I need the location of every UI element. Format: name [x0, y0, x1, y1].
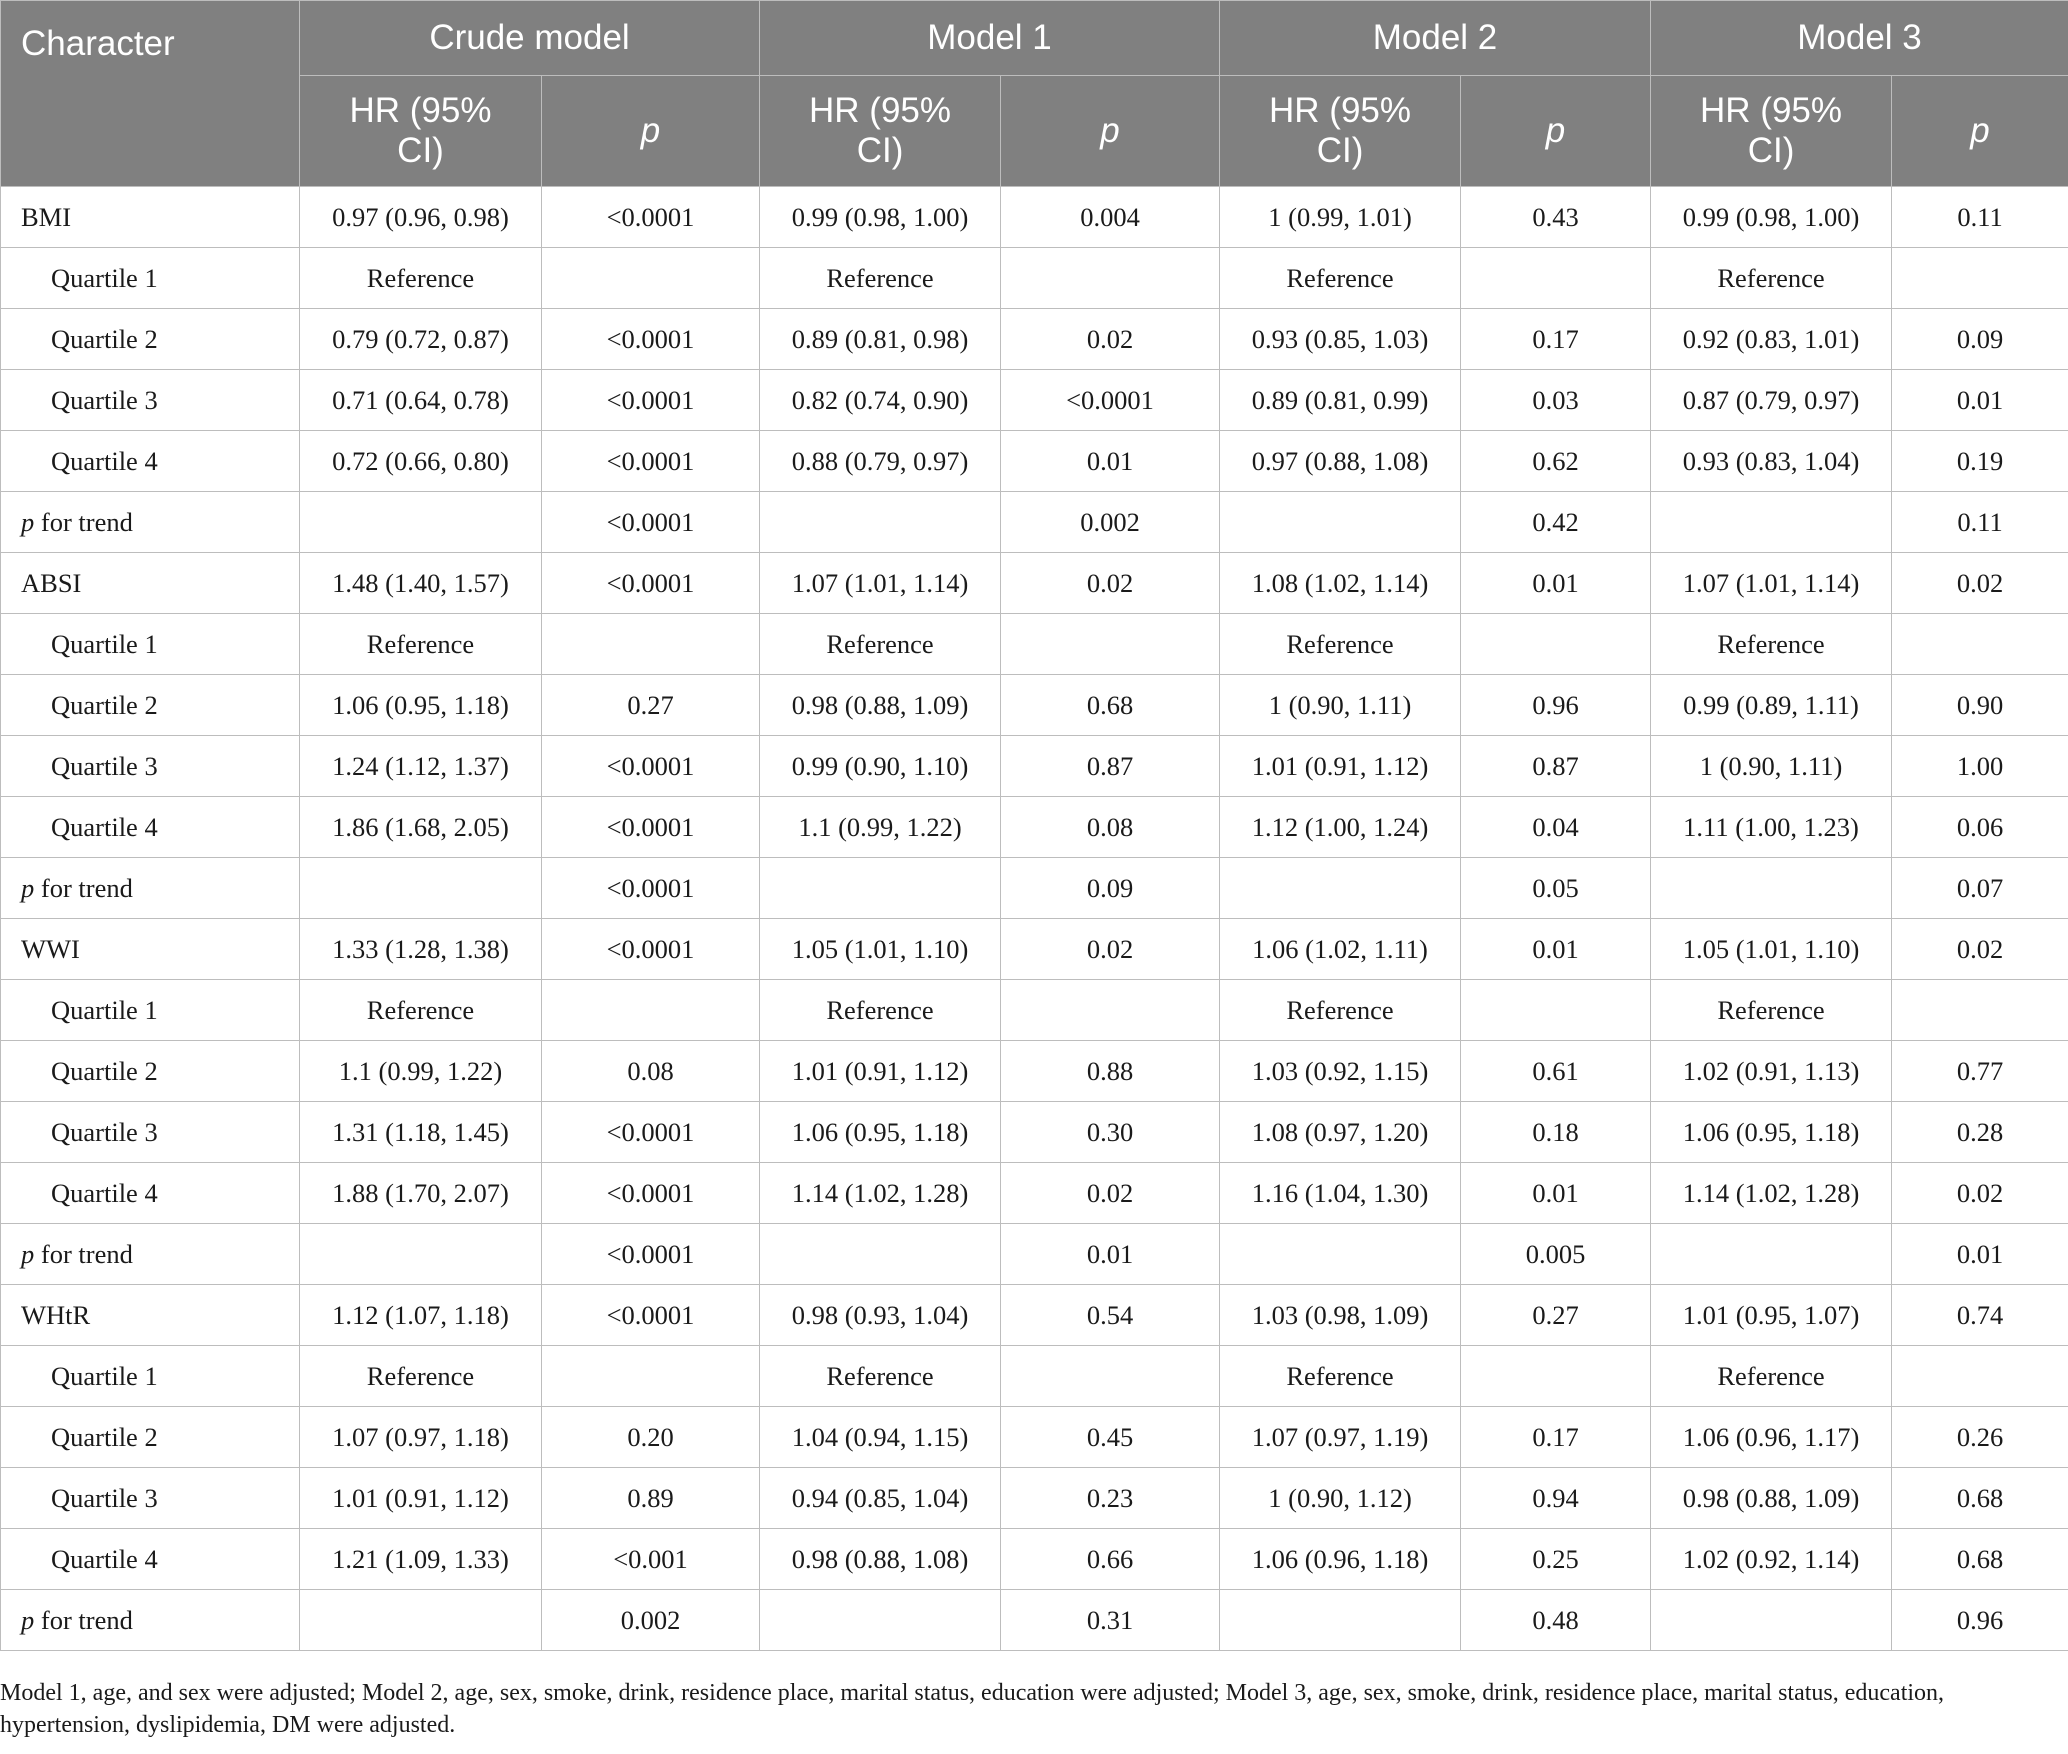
table-row	[1, 248, 2068, 309]
quartile-label: Quartile 1	[1, 980, 300, 1041]
hr-cell: 0.98 (0.88, 1.09)	[1651, 1468, 1892, 1529]
p-value-cell: 0.23	[1001, 1468, 1220, 1529]
p-value-cell	[1892, 614, 2068, 675]
p-value-cell: 0.01	[1001, 431, 1220, 492]
table-row	[1, 1102, 2068, 1163]
hr-cell: 1.02 (0.91, 1.13)	[1651, 1041, 1892, 1102]
p-value-cell: 0.002	[542, 1590, 760, 1651]
p-value-cell: <0.0001	[542, 1285, 760, 1346]
p-value-cell: 0.02	[1001, 919, 1220, 980]
p-value-cell: 0.42	[1461, 492, 1651, 553]
p-column-header: p	[542, 76, 760, 187]
p-value-cell: 0.87	[1461, 736, 1651, 797]
p-for-trend-label	[1, 1590, 300, 1651]
p-value-cell: <0.001	[542, 1529, 760, 1590]
hr-cell: 1.31 (1.18, 1.45)	[300, 1102, 542, 1163]
p-value-cell: 0.68	[1892, 1529, 2068, 1590]
hr-cell: Reference	[1220, 614, 1461, 675]
p-value-cell: 0.09	[1001, 858, 1220, 919]
table-row	[1, 431, 2068, 492]
p-value-cell: <0.0001	[542, 553, 760, 614]
hr-cell: 1.21 (1.09, 1.33)	[300, 1529, 542, 1590]
p-value-cell: 0.02	[1892, 919, 2068, 980]
p-value-cell: 0.07	[1892, 858, 2068, 919]
hr-cell: 1.03 (0.98, 1.09)	[1220, 1285, 1461, 1346]
hr-cell: 0.94 (0.85, 1.04)	[760, 1468, 1001, 1529]
quartile-label: Quartile 3	[1, 1468, 300, 1529]
p-value-cell: 0.08	[1001, 797, 1220, 858]
trend-label-text: for trend	[40, 872, 133, 903]
p-value-cell: 0.89	[542, 1468, 760, 1529]
quartile-label: Quartile 4	[1, 1163, 300, 1224]
hr-cell: Reference	[1651, 1346, 1892, 1407]
table-row	[1, 1041, 2068, 1102]
hr-cell: 1.01 (0.91, 1.12)	[760, 1041, 1001, 1102]
hr-cell	[760, 1224, 1001, 1285]
hr-cell: 0.97 (0.88, 1.08)	[1220, 431, 1461, 492]
quartile-label: Quartile 3	[1, 370, 300, 431]
p-value-cell: 0.02	[1001, 553, 1220, 614]
hr-cell	[1220, 858, 1461, 919]
hr-cell: 1.06 (0.96, 1.17)	[1651, 1407, 1892, 1468]
p-column-header: p	[1001, 76, 1220, 187]
hr-cell: 1.07 (0.97, 1.18)	[300, 1407, 542, 1468]
p-value-cell: 0.11	[1892, 187, 2068, 248]
p-value-cell: 0.08	[542, 1041, 760, 1102]
p-value-cell: 0.25	[1461, 1529, 1651, 1590]
quartile-label: Quartile 2	[1, 675, 300, 736]
table-row	[1, 309, 2068, 370]
quartile-label: Quartile 1	[1, 248, 300, 309]
hr-cell: 1 (0.90, 1.12)	[1220, 1468, 1461, 1529]
hr-cell: 0.87 (0.79, 0.97)	[1651, 370, 1892, 431]
hr-cell: 1.03 (0.92, 1.15)	[1220, 1041, 1461, 1102]
p-value-cell: 0.02	[1001, 309, 1220, 370]
p-value-cell	[542, 1346, 760, 1407]
hr-cell: Reference	[1220, 980, 1461, 1041]
hr-cell	[300, 1590, 542, 1651]
hr-cell: Reference	[1220, 1346, 1461, 1407]
p-value-cell: 0.96	[1892, 1590, 2068, 1651]
table-header	[1, 1, 2068, 187]
hr-cell: Reference	[1651, 980, 1892, 1041]
p-value-cell: 0.94	[1461, 1468, 1651, 1529]
p-value-cell: 0.03	[1461, 370, 1651, 431]
hr-cell: 1.11 (1.00, 1.23)	[1651, 797, 1892, 858]
index-label: BMI	[1, 187, 300, 248]
hr-cell: 0.98 (0.88, 1.09)	[760, 675, 1001, 736]
hr-cell	[1220, 492, 1461, 553]
hr-cell	[760, 492, 1001, 553]
hr-cell	[1651, 1590, 1892, 1651]
hr-cell: 1.08 (1.02, 1.14)	[1220, 553, 1461, 614]
hr-column-header: HR (95% CI)	[760, 76, 1001, 187]
quartile-label: Quartile 3	[1, 736, 300, 797]
hr-cell: Reference	[300, 980, 542, 1041]
p-value-cell	[1461, 980, 1651, 1041]
hr-cell: Reference	[300, 614, 542, 675]
hr-cell: 1.33 (1.28, 1.38)	[300, 919, 542, 980]
hr-cell: 1.14 (1.02, 1.28)	[760, 1163, 1001, 1224]
p-value-cell: 0.02	[1001, 1163, 1220, 1224]
table-body	[1, 187, 2068, 1651]
hr-cell: Reference	[760, 1346, 1001, 1407]
table-row	[1, 1468, 2068, 1529]
p-value-cell: 0.18	[1461, 1102, 1651, 1163]
p-value-cell: 0.77	[1892, 1041, 2068, 1102]
p-column-header: p	[1892, 76, 2068, 187]
p-value-cell: <0.0001	[542, 858, 760, 919]
hr-cell: Reference	[760, 614, 1001, 675]
hr-cell: 1 (0.90, 1.11)	[1220, 675, 1461, 736]
p-value-cell: 0.27	[1461, 1285, 1651, 1346]
p-value-cell	[542, 980, 760, 1041]
trend-label-text: for trend	[40, 1238, 133, 1269]
hr-cell: 0.71 (0.64, 0.78)	[300, 370, 542, 431]
hr-cell: 1.14 (1.02, 1.28)	[1651, 1163, 1892, 1224]
p-value-cell: 0.66	[1001, 1529, 1220, 1590]
hr-cell: 1.12 (1.00, 1.24)	[1220, 797, 1461, 858]
quartile-label: Quartile 1	[1, 1346, 300, 1407]
p-value-cell: 0.004	[1001, 187, 1220, 248]
table-row	[1, 1163, 2068, 1224]
p-value-cell: 0.96	[1461, 675, 1651, 736]
p-value-cell: 0.68	[1001, 675, 1220, 736]
p-value-cell: 0.02	[1892, 553, 2068, 614]
hr-cell: 0.88 (0.79, 0.97)	[760, 431, 1001, 492]
p-value-cell: 0.26	[1892, 1407, 2068, 1468]
table-row	[1, 797, 2068, 858]
hr-column-header: HR (95% CI)	[1220, 76, 1461, 187]
p-value-cell: 0.01	[1892, 1224, 2068, 1285]
p-for-trend-label	[1, 1224, 300, 1285]
p-value-cell: 0.04	[1461, 797, 1651, 858]
hr-cell: 0.89 (0.81, 0.99)	[1220, 370, 1461, 431]
quartile-label: Quartile 1	[1, 614, 300, 675]
p-value-cell: 0.19	[1892, 431, 2068, 492]
table-row	[1, 1590, 2068, 1651]
table-row	[1, 1529, 2068, 1590]
hr-cell: 1.86 (1.68, 2.05)	[300, 797, 542, 858]
p-value-cell: 0.01	[1461, 919, 1651, 980]
trend-label-text: for trend	[40, 506, 133, 537]
hr-cell: 1.06 (0.95, 1.18)	[300, 675, 542, 736]
table-footnote: Model 1, age, and sex were adjusted; Model 2, age, sex, smoke, drink, residence place, marital status, education were adjusted; Model 3, age, sex, smoke, drink, residence place, marital status, education, hypertension, dyslipidemia, DM were adjusted.	[0, 1680, 1945, 1738]
quartile-label: Quartile 4	[1, 431, 300, 492]
table-row	[1, 675, 2068, 736]
hr-column-header: HR (95% CI)	[1651, 76, 1892, 187]
p-value-cell: 0.30	[1001, 1102, 1220, 1163]
hr-cell: Reference	[1220, 248, 1461, 309]
table-row	[1, 980, 2068, 1041]
hr-cell: 0.93 (0.85, 1.03)	[1220, 309, 1461, 370]
hr-cell: 1.06 (0.95, 1.18)	[760, 1102, 1001, 1163]
hr-cell	[760, 858, 1001, 919]
quartile-label: Quartile 2	[1, 309, 300, 370]
p-value-cell: <0.0001	[542, 1224, 760, 1285]
p-value-cell: 0.002	[1001, 492, 1220, 553]
hr-cell: 1.07 (1.01, 1.14)	[760, 553, 1001, 614]
hr-cell: 1.07 (0.97, 1.19)	[1220, 1407, 1461, 1468]
group-header-model-2: Model 2	[1220, 1, 1651, 76]
p-value-cell: 0.17	[1461, 1407, 1651, 1468]
hr-cell: Reference	[1651, 248, 1892, 309]
hr-cell: 1.01 (0.91, 1.12)	[1220, 736, 1461, 797]
hr-cell: Reference	[1651, 614, 1892, 675]
hr-cell: Reference	[300, 1346, 542, 1407]
quartile-label: Quartile 3	[1, 1102, 300, 1163]
hr-cell: 1.1 (0.99, 1.22)	[760, 797, 1001, 858]
p-value-cell	[1001, 248, 1220, 309]
p-value-cell: 0.74	[1892, 1285, 2068, 1346]
hr-cell: 1.04 (0.94, 1.15)	[760, 1407, 1001, 1468]
hr-cell: 0.98 (0.93, 1.04)	[760, 1285, 1001, 1346]
table-row	[1, 187, 2068, 248]
p-value-cell: 0.54	[1001, 1285, 1220, 1346]
hr-cell: 1.08 (0.97, 1.20)	[1220, 1102, 1461, 1163]
table-row	[1, 1224, 2068, 1285]
p-value-cell: <0.0001	[542, 919, 760, 980]
hr-cell: 1.1 (0.99, 1.22)	[300, 1041, 542, 1102]
table-row	[1, 736, 2068, 797]
p-symbol: p	[21, 1238, 35, 1269]
hr-cell	[1651, 492, 1892, 553]
group-header-crude-model: Crude model	[300, 1, 760, 76]
hr-cell: 1.16 (1.04, 1.30)	[1220, 1163, 1461, 1224]
hr-cell: 1 (0.90, 1.11)	[1651, 736, 1892, 797]
table-row	[1, 553, 2068, 614]
p-value-cell	[542, 614, 760, 675]
p-value-cell: 0.01	[1892, 370, 2068, 431]
p-value-cell: 0.01	[1461, 553, 1651, 614]
table-row	[1, 858, 2068, 919]
p-value-cell: 0.09	[1892, 309, 2068, 370]
p-for-trend-label	[1, 492, 300, 553]
quartile-label: Quartile 2	[1, 1041, 300, 1102]
hr-cell: 1.48 (1.40, 1.57)	[300, 553, 542, 614]
hr-cell: 1.05 (1.01, 1.10)	[1651, 919, 1892, 980]
hr-cell: 0.97 (0.96, 0.98)	[300, 187, 542, 248]
p-value-cell: 0.48	[1461, 1590, 1651, 1651]
p-value-cell: 0.17	[1461, 309, 1651, 370]
hr-cell	[300, 858, 542, 919]
p-symbol: p	[21, 1604, 35, 1635]
p-value-cell: 0.87	[1001, 736, 1220, 797]
p-value-cell: <0.0001	[542, 1102, 760, 1163]
table-row	[1, 1285, 2068, 1346]
index-label: WWI	[1, 919, 300, 980]
p-value-cell: <0.0001	[542, 736, 760, 797]
p-value-cell: 0.01	[1001, 1224, 1220, 1285]
hr-cell: 1.88 (1.70, 2.07)	[300, 1163, 542, 1224]
group-header-model-1: Model 1	[760, 1, 1220, 76]
p-symbol: p	[21, 506, 35, 537]
hr-cell: 0.89 (0.81, 0.98)	[760, 309, 1001, 370]
p-value-cell: 0.45	[1001, 1407, 1220, 1468]
p-value-cell: 0.68	[1892, 1468, 2068, 1529]
hr-cell: Reference	[300, 248, 542, 309]
hr-cell: 1 (0.99, 1.01)	[1220, 187, 1461, 248]
index-label: WHtR	[1, 1285, 300, 1346]
hr-cell: 1.07 (1.01, 1.14)	[1651, 553, 1892, 614]
p-value-cell: 0.88	[1001, 1041, 1220, 1102]
p-value-cell: <0.0001	[1001, 370, 1220, 431]
table-row	[1, 370, 2068, 431]
p-value-cell: 0.05	[1461, 858, 1651, 919]
p-value-cell	[1001, 980, 1220, 1041]
hr-cell: Reference	[760, 980, 1001, 1041]
hr-cell: 0.82 (0.74, 0.90)	[760, 370, 1001, 431]
p-value-cell: 0.01	[1461, 1163, 1651, 1224]
p-value-cell: <0.0001	[542, 431, 760, 492]
quartile-label: Quartile 4	[1, 1529, 300, 1590]
p-value-cell: 0.28	[1892, 1102, 2068, 1163]
p-value-cell: 0.43	[1461, 187, 1651, 248]
hr-cell: 0.79 (0.72, 0.87)	[300, 309, 542, 370]
p-value-cell: 0.90	[1892, 675, 2068, 736]
p-value-cell	[1001, 614, 1220, 675]
p-value-cell: 0.61	[1461, 1041, 1651, 1102]
p-value-cell	[1461, 614, 1651, 675]
hr-cell: 0.72 (0.66, 0.80)	[300, 431, 542, 492]
p-value-cell: 0.27	[542, 675, 760, 736]
hr-cell	[1220, 1590, 1461, 1651]
p-value-cell	[1892, 248, 2068, 309]
hr-cell	[760, 1590, 1001, 1651]
p-value-cell	[1892, 980, 2068, 1041]
hr-cell: 1.01 (0.95, 1.07)	[1651, 1285, 1892, 1346]
p-column-header: p	[1461, 76, 1651, 187]
quartile-label: Quartile 2	[1, 1407, 300, 1468]
table-row	[1, 1346, 2068, 1407]
hr-cell: 1.06 (0.95, 1.18)	[1651, 1102, 1892, 1163]
hr-cell: 0.92 (0.83, 1.01)	[1651, 309, 1892, 370]
hr-cell	[300, 1224, 542, 1285]
hr-cell: 0.99 (0.98, 1.00)	[760, 187, 1001, 248]
table-row	[1, 492, 2068, 553]
hr-cell: 0.99 (0.90, 1.10)	[760, 736, 1001, 797]
hr-cell: 0.93 (0.83, 1.04)	[1651, 431, 1892, 492]
p-value-cell: 0.31	[1001, 1590, 1220, 1651]
p-value-cell	[1461, 1346, 1651, 1407]
hr-cell	[1651, 1224, 1892, 1285]
hr-cell: 0.98 (0.88, 1.08)	[760, 1529, 1001, 1590]
hr-cell: 1.02 (0.92, 1.14)	[1651, 1529, 1892, 1590]
p-value-cell: 1.00	[1892, 736, 2068, 797]
hr-cell: 1.06 (1.02, 1.11)	[1220, 919, 1461, 980]
p-value-cell	[1892, 1346, 2068, 1407]
p-value-cell: <0.0001	[542, 187, 760, 248]
table-row	[1, 614, 2068, 675]
hr-cell: 1.01 (0.91, 1.12)	[300, 1468, 542, 1529]
hr-column-header: HR (95% CI)	[300, 76, 542, 187]
hr-cell: 0.99 (0.98, 1.00)	[1651, 187, 1892, 248]
p-value-cell: 0.06	[1892, 797, 2068, 858]
hr-cell: 1.12 (1.07, 1.18)	[300, 1285, 542, 1346]
p-value-cell: <0.0001	[542, 370, 760, 431]
quartile-label: Quartile 4	[1, 797, 300, 858]
hr-cell	[1651, 858, 1892, 919]
p-value-cell	[1001, 1346, 1220, 1407]
index-label: ABSI	[1, 553, 300, 614]
p-value-cell: <0.0001	[542, 797, 760, 858]
hr-cell: 1.24 (1.12, 1.37)	[300, 736, 542, 797]
p-value-cell: 0.005	[1461, 1224, 1651, 1285]
p-value-cell: <0.0001	[542, 1163, 760, 1224]
hr-cell: Reference	[760, 248, 1001, 309]
hr-cell: 1.06 (0.96, 1.18)	[1220, 1529, 1461, 1590]
character-column-header: Character	[1, 1, 300, 187]
p-value-cell	[542, 248, 760, 309]
p-for-trend-label	[1, 858, 300, 919]
p-value-cell: 0.11	[1892, 492, 2068, 553]
p-value-cell	[1461, 248, 1651, 309]
p-value-cell: 0.02	[1892, 1163, 2068, 1224]
hr-cell: 1.05 (1.01, 1.10)	[760, 919, 1001, 980]
p-value-cell: <0.0001	[542, 492, 760, 553]
table-row	[1, 1407, 2068, 1468]
hr-cell	[1220, 1224, 1461, 1285]
p-symbol: p	[21, 872, 35, 903]
trend-label-text: for trend	[40, 1604, 133, 1635]
p-value-cell: <0.0001	[542, 309, 760, 370]
hr-cell	[300, 492, 542, 553]
group-header-model-3: Model 3	[1651, 1, 2068, 76]
table-row	[1, 919, 2068, 980]
p-value-cell: 0.62	[1461, 431, 1651, 492]
p-value-cell: 0.20	[542, 1407, 760, 1468]
hr-cell: 0.99 (0.89, 1.11)	[1651, 675, 1892, 736]
